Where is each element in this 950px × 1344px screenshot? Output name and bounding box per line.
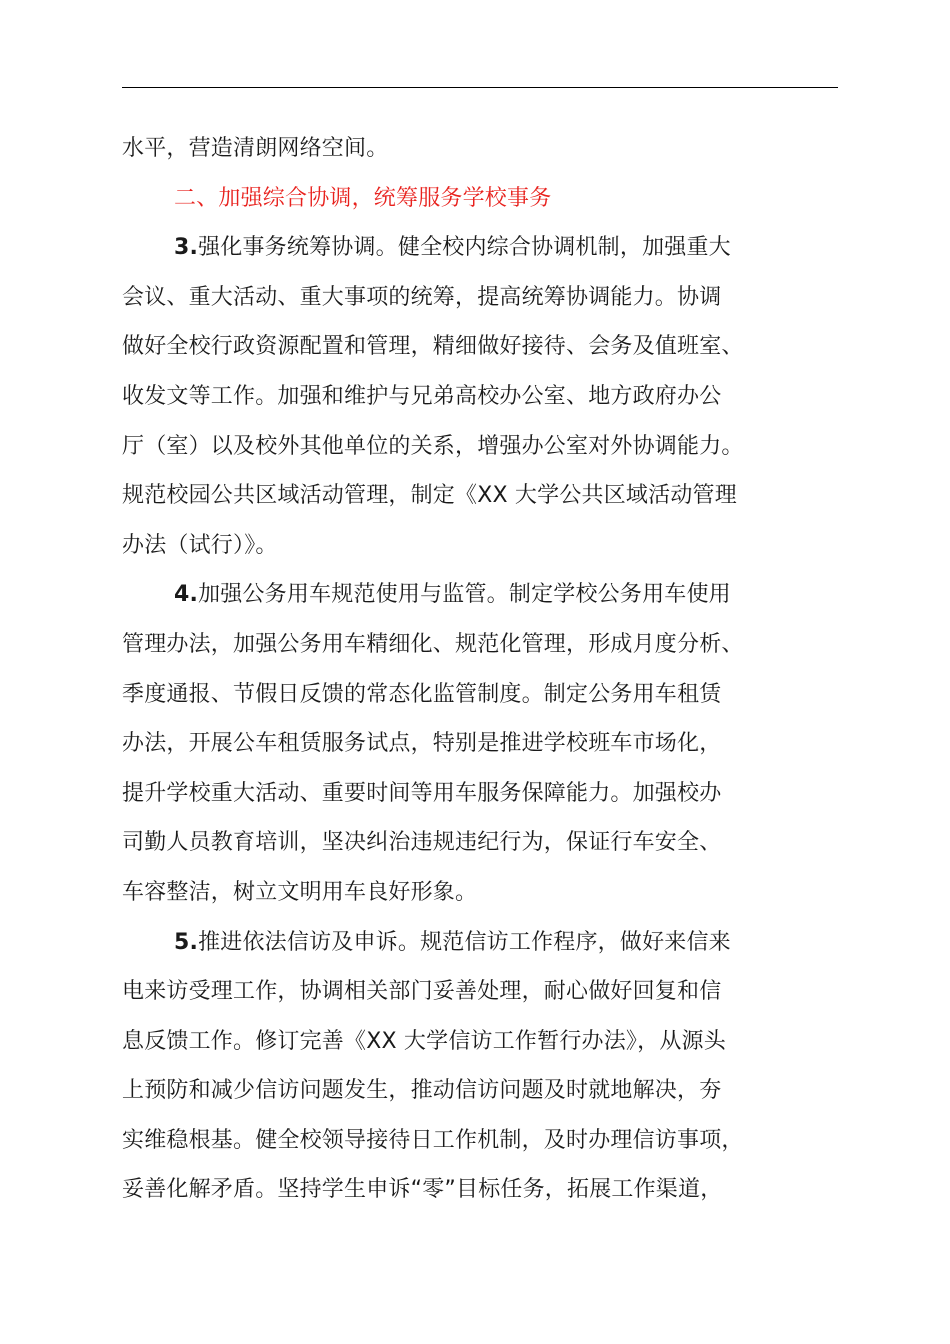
text-line: 实维稳根基。健全校领导接待日工作机制，及时办理信访事项， (122, 1127, 744, 1153)
paragraph-3-first-line (122, 223, 838, 273)
text-line: 电来访受理工作，协调相关部门妥善处理，耐心做好回复和信 (122, 979, 722, 1005)
item-number: 3. (174, 235, 199, 261)
paragraph-5-first-line (122, 918, 838, 968)
text-line: 收发文等工作。加强和维护与兄弟高校办公室、地方政府办公 (122, 383, 722, 409)
section-heading: 二、加强综合协调，统筹服务学校事务 (174, 185, 552, 211)
text-line: 车容整洁，树立文明用车良好形象。 (122, 879, 478, 905)
document-body (122, 124, 838, 1215)
text-line: 规范校园公共区域活动管理，制定《XX 大学公共区域活动管理 (122, 483, 737, 509)
text-line: 上预防和减少信访问题发生，推动信访问题及时就地解决，夯 (122, 1078, 722, 1104)
item-number: 4. (174, 582, 199, 608)
item-number: 5. (174, 929, 199, 955)
text-line: 做好全校行政资源配置和管理，精细做好接待、会务及值班室、 (122, 334, 744, 360)
text-line: 妥善化解矛盾。坚持学生申诉“零”目标任务，拓展工作渠道， (122, 1177, 723, 1203)
header-rule (122, 87, 838, 88)
item-title-text: 加强公务用车规范使用与监管。制定学校公务用车使用 (198, 582, 731, 608)
text-line: 息反馈工作。修订完善《XX 大学信访工作暂行办法》，从源头 (122, 1028, 726, 1054)
text-line: 办法，开展公车租赁服务试点，特别是推进学校班车市场化， (122, 731, 722, 757)
text-line: 管理办法，加强公务用车精细化、规范化管理，形成月度分析、 (122, 631, 744, 657)
text-line: 会议、重大活动、重大事项的统筹，提高统筹协调能力。协调 (122, 284, 722, 310)
text-line: 司勤人员教育培训，坚决纠治违规违纪行为，保证行车安全、 (122, 830, 722, 856)
text-line: 提升学校重大活动、重要时间等用车服务保障能力。加强校办 (122, 780, 722, 806)
item-title-text: 强化事务统筹协调。健全校内综合协调机制，加强重大 (198, 235, 731, 261)
item-title-text: 推进依法信访及申诉。规范信访工作程序，做好来信来 (198, 929, 731, 955)
text-line: 办法（试行）》。 (122, 532, 278, 558)
paragraph-4-first-line (122, 570, 838, 620)
text-line: 季度通报、节假日反馈的常态化监管制度。制定公务用车租赁 (122, 681, 722, 707)
text-line: 厅（室）以及校外其他单位的关系，增强办公室对外协调能力。 (122, 433, 744, 459)
text-line: 水平，营造清朗网络空间。 (122, 136, 389, 161)
